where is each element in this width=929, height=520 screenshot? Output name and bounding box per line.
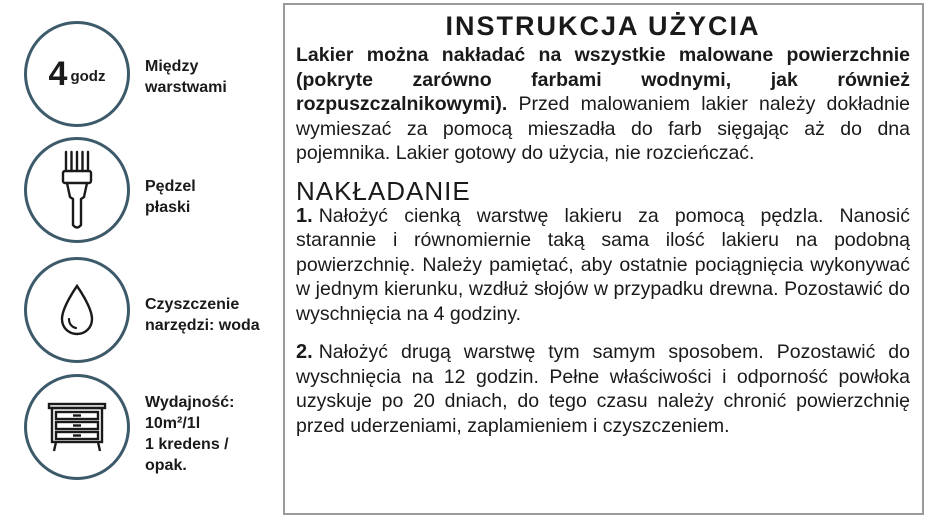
step-2-text: Nałożyć drugą warstwę tym samym sposobem. Pozostawić do wyschnięcia na 12 godzin. Pełne właściwości i odporność powłoka uzyskuje po 20 dniach, do tego czasu należy chronić powierzchnię przed uderzeniami, zaplamieniem i czyszczeniem. xyxy=(296,341,910,437)
drying-time-number: 4 xyxy=(48,55,68,93)
step-1-text: Nałożyć cienką warstwę lakieru za pomocą pędzla. Nanosić starannie i równomiernie taką sama ilość lakieru na podobną powierzchnię. Należy pamiętać, aby ostatnie pociągnięcia wykonywać w jednym kierunku, wzdłuż słojów w przypadku drewna. Pozostawić do wyschnięcia na 4 godziny. xyxy=(296,204,910,325)
instructions-title: INSTRUKCJA UŻYCIA xyxy=(445,11,761,41)
dresser-icon xyxy=(24,374,130,480)
cleaning-label: Czyszczenie narzędzi: woda xyxy=(145,296,260,334)
intro-bold-text: Lakier można nakładać na wszystkie malowane powierzchnie (pokryte zarówno farbami wodnymi, jak również rozpuszczalnikowymi). xyxy=(296,44,910,115)
coverage-label: Wydajność: 10m²/1l 1 kredens / opak. xyxy=(145,394,235,474)
step-1-number: 1. xyxy=(296,204,313,227)
drying-time-unit: godz xyxy=(70,67,106,85)
flat-brush-label: Pędzel płaski xyxy=(145,178,196,216)
intro-paragraph xyxy=(296,43,910,166)
instructions-panel xyxy=(283,3,924,515)
step-1 xyxy=(296,204,910,327)
flat-brush-icon xyxy=(24,137,130,243)
water-drop-icon xyxy=(24,257,130,363)
drying-time-label: Między warstwami xyxy=(145,58,227,96)
step-2-number: 2. xyxy=(296,341,313,363)
section-title-application: NAKŁADANIE xyxy=(296,175,471,206)
step-2 xyxy=(296,340,910,438)
intro-regular-text: Przed malowaniem lakier należy dokładnie wymieszać za pomocą mieszadła do farb sięgając aż do dna pojemnika. Lakier gotowy do użycia, nie rozcieńczać. xyxy=(296,93,910,164)
drying-time-icon xyxy=(24,21,130,127)
